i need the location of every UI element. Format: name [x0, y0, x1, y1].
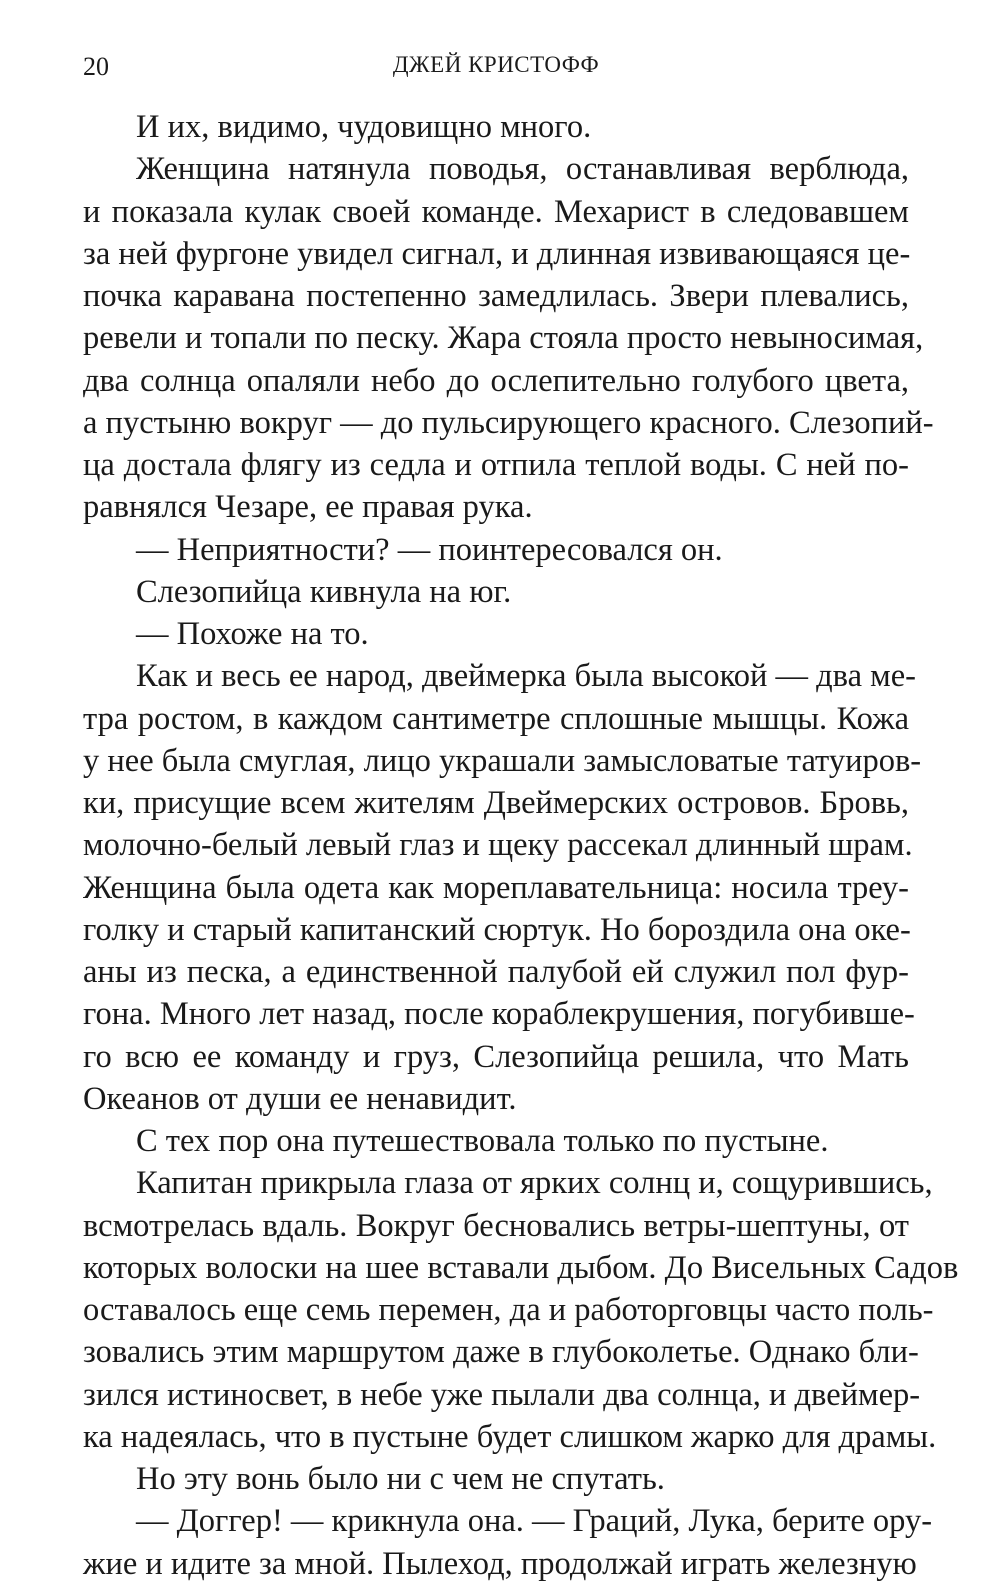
text-line: которых волоски на шее вставали дыбом. До Висельных Садов [83, 1249, 959, 1286]
text-line: всмотрелась вдаль. Вокруг бесновались ветры-шептуны, от [83, 1207, 909, 1244]
text-line: ревели и топали по песку. Жара стояла просто невыносимая, [83, 320, 924, 357]
text-line: го всю ее команду и груз, Слезопийца решила, что Мать [83, 1038, 909, 1075]
running-title: ДЖЕЙ КРИСТОФФ [392, 52, 600, 77]
text-line: зился истиносвет, в небе уже пылали два солнца, и двеймер- [83, 1376, 921, 1413]
page-number: 20 [83, 52, 109, 81]
text-line: голку и старый капитанский сюртук. Но бороздила она оке- [83, 911, 911, 948]
text-line: ки, присущие всем жителям Двеймерских островов. Бровь, [83, 785, 909, 821]
paragraph [83, 148, 934, 528]
text-line: и показала кулак своей команде. Мехарист в следовавшем [83, 193, 909, 230]
text-line: Слезопийца кивнула на юг. [136, 573, 512, 610]
paragraph [83, 1500, 933, 1585]
running-head [83, 52, 909, 86]
paragraph [83, 1120, 909, 1162]
text-line: почка каравана постепенно замедлилась. Звери плевались, [83, 278, 909, 314]
text-line: молочно-белый левый глаз и щеку рассекал длинный шрам. [83, 827, 913, 864]
text-line: И их, видимо, чудовищно много. [136, 109, 592, 145]
text-line: гона. Много лет назад, после кораблекрушения, погубивше- [83, 996, 915, 1033]
paragraph [83, 529, 909, 571]
text-line: — Доггер! — крикнула она. — Граций, Лука, берите ору- [136, 1503, 933, 1540]
text-line: зовались этим маршрутом даже в глубоколетье. Однако бли- [83, 1334, 919, 1371]
paragraph [83, 106, 909, 148]
paragraph [83, 1458, 909, 1500]
text-line: жие и идите за мной. Пылеход, продолжай играть железную [83, 1545, 917, 1582]
text-line: Капитан прикрыла глаза от ярких солнц и, сощурившись, [136, 1165, 933, 1202]
text-line: Океанов от души ее ненавидит. [83, 1080, 517, 1117]
text-line: — Неприятности? — поинтересовался он. [136, 531, 723, 568]
body-text [83, 106, 959, 1585]
paragraph [83, 1162, 959, 1458]
text-line: Как и весь ее народ, двеймерка была высокой — два ме- [136, 658, 916, 695]
text-line: Женщина натянула поводья, останавливая верблюда, [136, 151, 909, 188]
paragraph [83, 613, 909, 655]
text-line: ца достала флягу из седла и отпила теплой воды. С ней по- [83, 447, 909, 483]
text-line: а пустыню вокруг — до пульсирующего красного. Слезопий- [83, 404, 934, 441]
text-line: ка надеялась, что в пустыне будет слишком жарко для драмы. [83, 1418, 937, 1455]
text-line: оставалось еще семь перемен, да и работорговцы часто поль- [83, 1292, 934, 1328]
paragraph [83, 571, 909, 613]
text-line: — Похоже на то. [136, 616, 369, 652]
text-line: равнялся Чезаре, ее правая рука. [83, 489, 533, 526]
text-line: Но эту вонь было ни с чем не спутать. [136, 1461, 665, 1497]
text-line: у нее была смуглая, лицо украшали замысловатые татуиров- [83, 742, 922, 779]
text-line: аны из песка, а единственной палубой ей служил пол фур- [83, 954, 909, 990]
text-line: С тех пор она путешествовала только по пустыне. [136, 1123, 829, 1159]
paragraph [83, 655, 922, 1120]
text-line: тра ростом, в каждом сантиметре сплошные мышцы. Кожа [83, 700, 909, 737]
text-line: за ней фургоне увидел сигнал, и длинная извивающаяся це- [83, 235, 911, 272]
text-line: два солнца опаляли небо до ослепительно голубого цвета, [83, 362, 909, 399]
text-line: Женщина была одета как мореплавательница: носила треу- [83, 869, 909, 906]
